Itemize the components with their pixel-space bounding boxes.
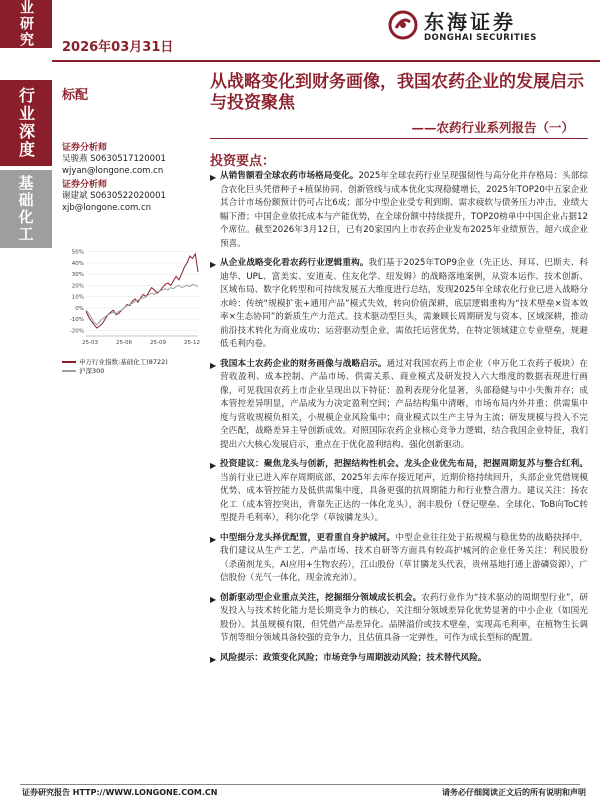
key-point-item [210, 458, 588, 526]
bullet-arrow-icon: ▶ [210, 360, 217, 370]
series-line-industry [86, 254, 198, 328]
logo-text-en: DONGHAI SECURITIES [424, 33, 537, 43]
key-point-bold: 从企业战略变化看农药行业逻辑重构。 [220, 258, 369, 268]
key-point-bold: 中型细分龙头择优配置，更看重自身护城河。 [220, 532, 396, 543]
analyst-email: wjyan@longone.com.cn [62, 166, 164, 176]
performance-chart [62, 240, 202, 360]
report-subtitle: ——农药行业系列报告（一） [411, 120, 574, 135]
key-point-item [210, 532, 588, 586]
title-divider [210, 138, 588, 139]
report-type-tab: 业研究 [0, 0, 52, 48]
y-tick-label: 30% [71, 272, 84, 279]
logo-mark-icon [388, 10, 418, 40]
footer-website: 证券研究报告 HTTP://WWW.LONGONE.COM.CN [22, 788, 218, 797]
analyst-email: xjb@longone.com.cn [62, 203, 152, 213]
key-point-text: 中型企业往往处于拓规模与稳优势的战略抉择中，我们建议从生产工艺、产品市场、技术自研等方面具有较高护城河的企业任务关注：利民股份（杀菌剂龙头，AI应用+生物农药），江山股份（草甘膦龙头代表，贵州基地打通上游磷资源），广信股份（光气一体化，现金流充沛）。 [220, 532, 588, 583]
bullet-arrow-icon: ▶ [210, 594, 217, 604]
footer-disclaimer: 请务必仔细阅读正文后的所有说明和声明 [442, 788, 586, 797]
legend-label: 沪深300 [79, 367, 105, 375]
key-point-bold: 创新驱动型企业重点关注，挖掘细分领域成长机会。 [220, 592, 422, 603]
legend-swatch-industry [62, 361, 76, 363]
industry-depth-tab: 行业深度 [0, 80, 52, 166]
key-point-text: 2025年全球农药行业呈现强韧性与高分化并存格局：头部综合农化巨头凭借种子+植保协同、创新管线与成本优化实现稳健增长，2025年TOP20中五家企业其合计市场份额预计仍可占比6成；部分中型企业受专利到期、需求疲软与债务压力冲击，业绩大幅下滑；中国企业依托成本与产能优势，在全球份额中持续提升，TOP20榜单中中国企业占据12个席位。截至2026年3月12日，已有20家国内上市农药企业发布2025年业绩预告，超六成企业预喜。 [220, 171, 588, 249]
chart-legend [62, 358, 168, 376]
analyst-label: 证券分析师 [62, 143, 108, 153]
series-line-index [86, 284, 198, 325]
y-tick-label: 0% [75, 305, 84, 312]
chart-svg [62, 240, 202, 360]
y-tick-label: -20% [69, 328, 84, 335]
key-point-text: 当前行业已进入库存周期底部，2025年去库存接近尾声，近期价格持续回升，头部企业凭借规模优势、成本管控能力及低供需集中度，具备更强的抗周期能力和行业整合潜力。建议关注：扬农化工（成本管控突出，背靠先正达的一体化龙头），润丰股份（登记壁垒、全球化、ToB向ToC转型提升毛利率），利尔化学（草铵膦龙头）。 [220, 472, 588, 523]
report-title: 从战略变化到财务画像，我国农药企业的发展启示与投资聚焦 [210, 72, 584, 113]
key-point-bold: 风险提示：政策变化风险；市场竞争与周期波动风险；技术替代风险。 [220, 652, 487, 663]
rating-label: 标配 [62, 88, 89, 103]
legend-swatch-index [62, 370, 76, 372]
bullet-arrow-icon: ▶ [210, 654, 217, 664]
key-point-text: 通过对我国农药上市企业（申万化工农药子板块）在营收盈利、成本控制、产品市场、供需关系、商业模式及研发投入六大维度的数据表现进行画像，可见我国农药上市企业呈现出以下特征：盈利表现分化显著，头部稳健与中小失衡并存；成本管控差异明显，产品成为力决定盈利空间；产品结构集中清晰，市场布局内外并重；供需集中度与营收规模负相关，小规模企业风险集中；商业模式以生产主导为主流；研发规模与投入不完全匹配，战略差异主导创新成效。对照国际农药企业核心竞争力逻辑，结合我国企业特征，我们提出六大核心发展启示，重点在于优化盈利结构、强化创新驱动。 [220, 358, 588, 450]
bullet-arrow-icon: ▶ [210, 260, 217, 269]
analyst-name: 吴骏燕 S0630517120001 [62, 154, 166, 164]
header-divider [52, 60, 600, 62]
key-points-list [210, 170, 588, 665]
y-tick-label: 40% [71, 260, 84, 267]
logo-text-cn: 东海证券 [424, 10, 516, 34]
footer-divider [20, 784, 580, 785]
key-point-bold: 从销售额看全球农药市场格局变化。 [220, 171, 359, 181]
legend-item [62, 358, 168, 367]
key-point-item [210, 358, 588, 453]
key-point-item [210, 592, 588, 646]
x-tick-label: 25-03 [82, 340, 98, 346]
report-date: 2026年03月31日 [62, 40, 174, 55]
analyst-name: 谢建斌 S0630522020001 [62, 191, 166, 201]
key-point-bold: 我国本土农药企业的财务画像与战略启示。 [220, 358, 387, 369]
key-point-text: 我们基于2025年TOP9企业（先正达、拜耳、巴斯夫、科迪华、UPL、富美实、安道麦、住友化学、纽发姆）的战略落地案例，从资本运作、技术创新、区域布局、数字化转型和可持续发展五大维度进行总结，发现2025年全球农化行业已进入战略分水岭：传统“规模扩张+通用产品”模式失效，转向价值深耕，底层逻辑重构为“技术壁垒×资本效率×生态协同”的新质生产力范式。技术驱动型巨头，需兼顾长周期研发与资本、区域深耕，推动前沿技术转化为商业成功；运营驱动型企业，需依托运营优势，在特定领域建立专业壁垒，规避低毛利内卷。 [220, 258, 588, 349]
x-tick-label: 25-12 [184, 340, 200, 346]
y-tick-label: 20% [71, 283, 84, 290]
bullet-arrow-icon: ▶ [210, 461, 217, 470]
bullet-arrow-icon: ▶ [210, 534, 217, 544]
legend-label: 申万行业指数:基础化工(8722) [79, 358, 168, 366]
company-logo [388, 6, 588, 50]
key-points-heading: 投资要点： [210, 154, 276, 169]
key-point-item [210, 257, 588, 352]
key-point-text: 农药行业作为“技术驱动的周期型行业”，研发投入与技术转化能力是长期竞争力的核心，关注细分领域差异化优势显著的中小企业（如国光股份）。其虽规模有限，但凭借产品差异化、品牌溢价或技术壁垒，实现高毛利率，在植物生长调节剂等细分领域具备较强的竞争力，且估值具备一定弹性，可作为成长型标的配置。 [220, 592, 588, 643]
x-tick-label: 25-09 [150, 340, 166, 346]
bullet-arrow-icon: ▶ [210, 173, 217, 182]
analyst-block [62, 140, 202, 214]
sector-tab: 基础化工 [0, 170, 52, 248]
key-point-item [210, 170, 588, 251]
y-tick-label: -10% [69, 317, 84, 324]
analyst-label: 证券分析师 [62, 180, 108, 190]
key-point-bold: 投资建议：聚焦龙头与创新，把握结构性机会。龙头企业优先布局，把握周期复苏与整合红利。 [220, 459, 588, 469]
y-tick-label: 50% [71, 249, 84, 256]
legend-item [62, 367, 168, 376]
key-point-item [210, 652, 588, 666]
x-tick-label: 25-06 [116, 340, 132, 346]
y-tick-label: 10% [71, 294, 84, 301]
